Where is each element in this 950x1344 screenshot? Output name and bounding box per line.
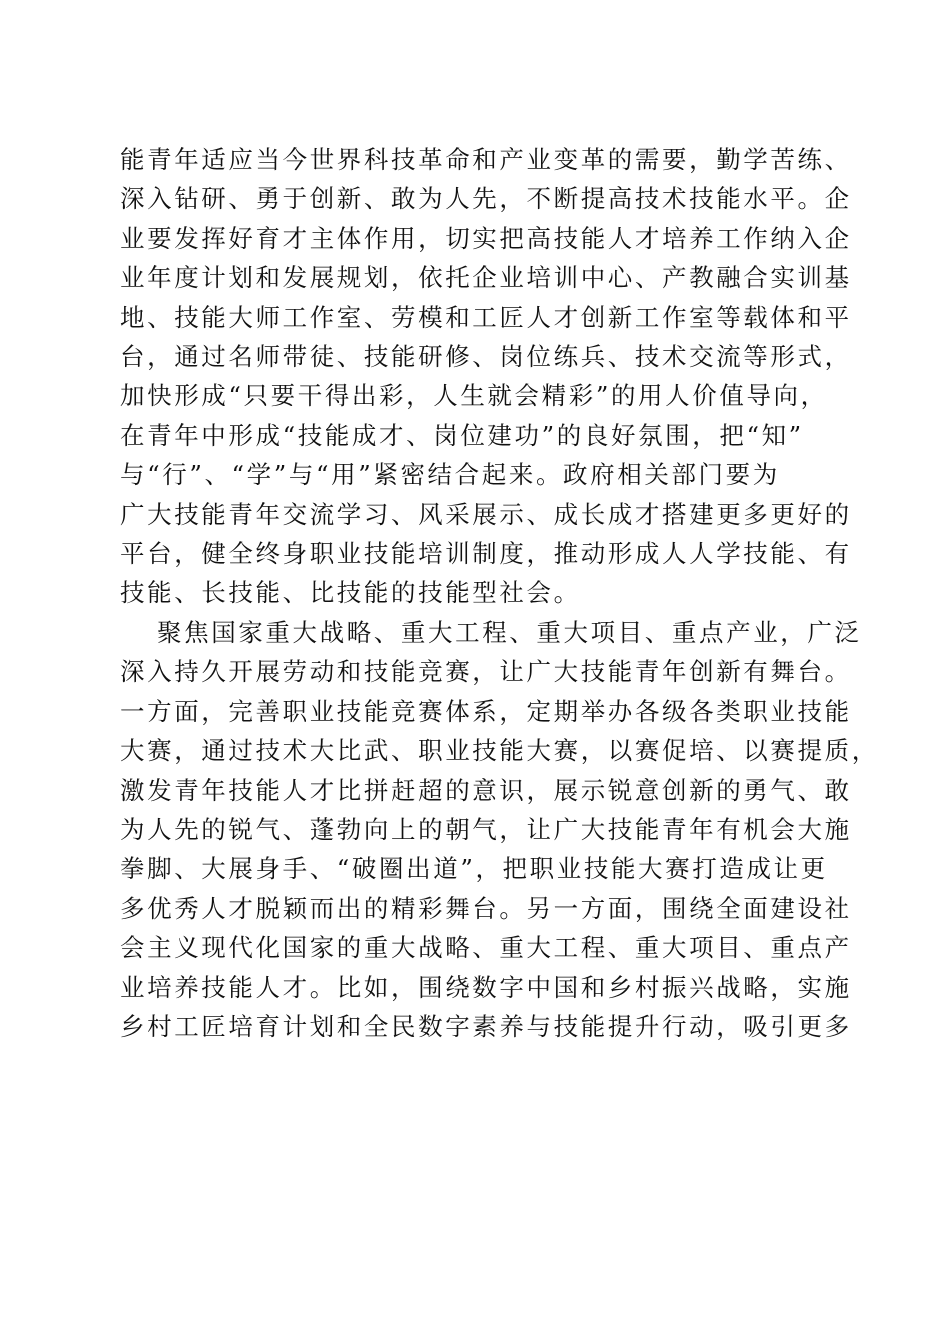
paragraph-line: 深入持久开展劳动和技能竞赛，让广大技能青年创新有舞台。 xyxy=(120,657,852,687)
paragraph-line: 业培养技能人才。比如，围绕数字中国和乡村振兴战略，实施 xyxy=(120,972,852,1002)
paragraph-line: 能青年适应当今世界科技革命和产业变革的需要，勤学苦练、 xyxy=(120,145,852,174)
paragraph-line: 广大技能青年交流学习、风采展示、成长成才搭建更多更好的 xyxy=(120,499,852,529)
paragraph-line: 会主义现代化国家的重大战略、重大工程、重大项目、重点产 xyxy=(120,933,852,963)
paragraph-line: 与“行”、“学”与“用”紧密结合起来。政府相关部门要为 xyxy=(120,460,780,490)
paragraph-line: 大赛，通过技术大比武、职业技能大赛，以赛促培、以赛提质， xyxy=(120,736,879,766)
paragraph-line: 乡村工匠培育计划和全民数字素养与技能提升行动，吸引更多 xyxy=(120,1012,852,1041)
paragraph-line: 业要发挥好育才主体作用，切实把高技能人才培养工作纳入企 xyxy=(120,223,852,253)
paragraph-line: 激发青年技能人才比拼赶超的意识，展示锐意创新的勇气、敢 xyxy=(120,775,852,805)
paragraph-line: 加快形成“只要干得出彩，人生就会精彩”的用人价值导向， xyxy=(120,381,828,411)
paragraph-line: 为人先的锐气、蓬勃向上的朝气，让广大技能青年有机会大施 xyxy=(120,815,852,844)
paragraph-line: 地、技能大师工作室、劳模和工匠人才创新工作室等载体和平 xyxy=(120,302,852,332)
paragraph-line: 台，通过名师带徒、技能研修、岗位练兵、技术交流等形式， xyxy=(120,342,852,371)
paragraph-line: 技能、长技能、比技能的技能型社会。 xyxy=(120,578,581,608)
paragraph-line: 平台，健全终身职业技能培训制度，推动形成人人学技能、有 xyxy=(120,539,852,568)
paragraph-line: 多优秀人才脱颖而出的精彩舞台。另一方面，围绕全面建设社 xyxy=(120,893,852,923)
paragraph-line: 深入钻研、勇于创新、敢为人先，不断提高技术技能水平。企 xyxy=(120,184,852,214)
paragraph-line: 业年度计划和发展规划，依托企业培训中心、产教融合实训基 xyxy=(120,263,852,293)
paragraph-line: 在青年中形成“技能成才、岗位建功”的良好氛围，把“知” xyxy=(120,420,804,450)
paragraph-line: 一方面，完善职业技能竞赛体系，定期举办各级各类职业技能 xyxy=(120,696,852,726)
paragraph-line: 聚焦国家重大战略、重大工程、重大项目、重点产业，广泛 xyxy=(157,618,862,647)
paragraph-line: 拳脚、大展身手、“破圈出道”，把职业技能大赛打造成让更 xyxy=(120,854,828,884)
